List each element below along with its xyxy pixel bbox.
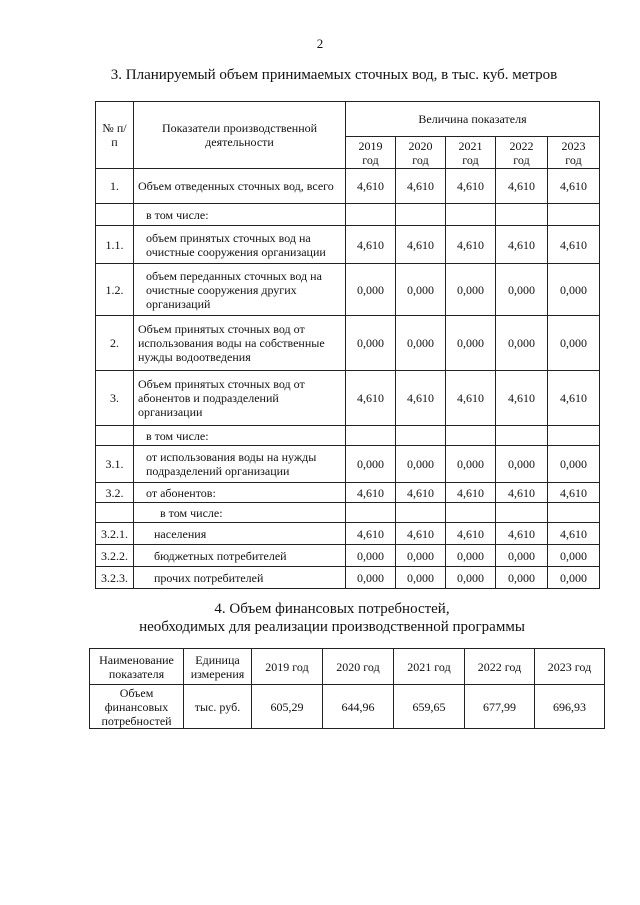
row-value (346, 426, 396, 446)
table-row (96, 567, 600, 589)
row-value: 0,000 (496, 567, 548, 589)
row-value: 4,610 (446, 371, 496, 426)
row-value (496, 426, 548, 446)
row-value: 4,610 (496, 483, 548, 503)
row-value (496, 503, 548, 523)
row-value: 0,000 (548, 567, 600, 589)
row-value: 4,610 (548, 371, 600, 426)
row-value: 0,000 (346, 545, 396, 567)
row-value: 4,610 (396, 169, 446, 204)
row-value: 605,29 (252, 685, 323, 729)
header-year: 2021 год (446, 137, 496, 169)
row-label: населения (134, 523, 346, 545)
row-value: 0,000 (548, 264, 600, 316)
row-value: 0,000 (548, 446, 600, 483)
row-value: 659,65 (394, 685, 465, 729)
row-num: 3. (96, 371, 134, 426)
row-label: Объем принятых сточных вод от использования воды на собственные нужды водоотведения (134, 316, 346, 371)
table-header-row (96, 102, 600, 137)
row-num: 1.2. (96, 264, 134, 316)
row-value: 0,000 (396, 316, 446, 371)
row-value: 4,610 (396, 523, 446, 545)
row-value (396, 204, 446, 226)
row-value: 4,610 (396, 483, 446, 503)
row-value: 0,000 (346, 264, 396, 316)
row-value (396, 503, 446, 523)
header-year: 2022 год (496, 137, 548, 169)
row-value (548, 204, 600, 226)
row-value: 4,610 (446, 483, 496, 503)
table-row (96, 503, 600, 523)
row-value: 4,610 (548, 226, 600, 264)
row-value: 0,000 (396, 446, 446, 483)
row-label: бюджетных потребителей (134, 545, 346, 567)
row-value: 0,000 (396, 545, 446, 567)
row-value: 0,000 (346, 446, 396, 483)
row-value: 0,000 (396, 567, 446, 589)
header-year: 2019 год (252, 649, 323, 685)
row-num: 1.1. (96, 226, 134, 264)
header-year: 2020 год (396, 137, 446, 169)
row-label: Объем принятых сточных вод от абонентов и подразделений организации (134, 371, 346, 426)
row-value: 0,000 (446, 545, 496, 567)
row-value: 4,610 (446, 169, 496, 204)
row-num: 3.2.1. (96, 523, 134, 545)
row-value: 4,610 (396, 226, 446, 264)
header-year: 2022 год (465, 649, 535, 685)
row-value: 0,000 (346, 316, 396, 371)
section-3-title: 3. Планируемый объем принимаемых сточных вод, в тыс. куб. метров (110, 67, 558, 83)
header-year: 2023 год (548, 137, 600, 169)
row-value: 4,610 (346, 169, 396, 204)
table-row (96, 316, 600, 371)
table-row (90, 685, 605, 729)
row-value: 4,610 (346, 371, 396, 426)
row-value: 4,610 (346, 226, 396, 264)
row-value: 0,000 (396, 264, 446, 316)
row-value: 696,93 (535, 685, 605, 729)
row-value: 0,000 (548, 316, 600, 371)
table-row (96, 545, 600, 567)
row-value: 0,000 (496, 446, 548, 483)
header-indicators: Показатели производственной деятельности (134, 102, 346, 169)
table-row (96, 264, 600, 316)
table-row (96, 371, 600, 426)
row-value (346, 503, 396, 523)
row-value: 4,610 (548, 523, 600, 545)
row-unit: тыс. руб. (184, 685, 252, 729)
row-num: 3.2.3. (96, 567, 134, 589)
row-value (346, 204, 396, 226)
header-value-group: Величина показателя (346, 102, 600, 137)
wastewater-volume-table (95, 101, 600, 589)
row-value: 0,000 (346, 567, 396, 589)
row-num: 1. (96, 169, 134, 204)
table-row (96, 204, 600, 226)
row-value: 4,610 (496, 226, 548, 264)
header-year: 2023 год (535, 649, 605, 685)
table-row (96, 169, 600, 204)
table-row (96, 226, 600, 264)
header-unit: Единица измерения (184, 649, 252, 685)
row-value: 0,000 (496, 316, 548, 371)
row-label: в том числе: (134, 503, 346, 523)
row-value (396, 426, 446, 446)
row-value (496, 204, 548, 226)
row-value: 0,000 (496, 545, 548, 567)
table-row (96, 523, 600, 545)
row-value: 4,610 (496, 523, 548, 545)
row-value: 0,000 (548, 545, 600, 567)
row-value: 677,99 (465, 685, 535, 729)
row-num (96, 503, 134, 523)
header-name: Наименование показателя (90, 649, 184, 685)
row-value: 4,610 (496, 169, 548, 204)
page-number: 2 (316, 36, 324, 51)
header-year: 2021 год (394, 649, 465, 685)
row-value (446, 426, 496, 446)
row-label: объем принятых сточных вод на очистные сооружения организации (134, 226, 346, 264)
row-label: в том числе: (134, 426, 346, 446)
row-value: 4,610 (446, 523, 496, 545)
row-value (548, 503, 600, 523)
row-name: Объем финансовых потребностей (90, 685, 184, 729)
row-label: в том числе: (134, 204, 346, 226)
section-4-title-line2: необходимых для реализации производственной программы (139, 619, 525, 635)
header-year: 2020 год (323, 649, 394, 685)
row-value (548, 426, 600, 446)
row-value: 0,000 (446, 567, 496, 589)
row-label: объем переданных сточных вод на очистные сооружения других организаций (134, 264, 346, 316)
section-4-title (12, 600, 640, 636)
row-num (96, 426, 134, 446)
row-value (446, 204, 496, 226)
row-value: 4,610 (548, 483, 600, 503)
table-row (96, 446, 600, 483)
table-row (96, 426, 600, 446)
row-value: 4,610 (446, 226, 496, 264)
row-label: прочих потребителей (134, 567, 346, 589)
table-row (96, 483, 600, 503)
row-value: 4,610 (548, 169, 600, 204)
row-value: 644,96 (323, 685, 394, 729)
row-value: 4,610 (346, 523, 396, 545)
row-value (446, 503, 496, 523)
row-value: 4,610 (496, 371, 548, 426)
row-label: от использования воды на нужды подразделений организации (134, 446, 346, 483)
header-year: 2019 год (346, 137, 396, 169)
row-label: Объем отведенных сточных вод, всего (134, 169, 346, 204)
row-label: от абонентов: (134, 483, 346, 503)
row-value: 0,000 (446, 264, 496, 316)
row-num (96, 204, 134, 226)
row-num: 3.2.2. (96, 545, 134, 567)
financial-needs-table (89, 648, 605, 729)
row-num: 3.1. (96, 446, 134, 483)
row-value: 4,610 (396, 371, 446, 426)
header-num: № п/п (96, 102, 134, 169)
section-4-title-line1: 4. Объем финансовых потребностей, (214, 601, 450, 617)
row-num: 3.2. (96, 483, 134, 503)
row-value: 0,000 (496, 264, 548, 316)
row-value: 0,000 (446, 446, 496, 483)
row-num: 2. (96, 316, 134, 371)
row-value: 4,610 (346, 483, 396, 503)
table-header-row (90, 649, 605, 685)
row-value: 0,000 (446, 316, 496, 371)
